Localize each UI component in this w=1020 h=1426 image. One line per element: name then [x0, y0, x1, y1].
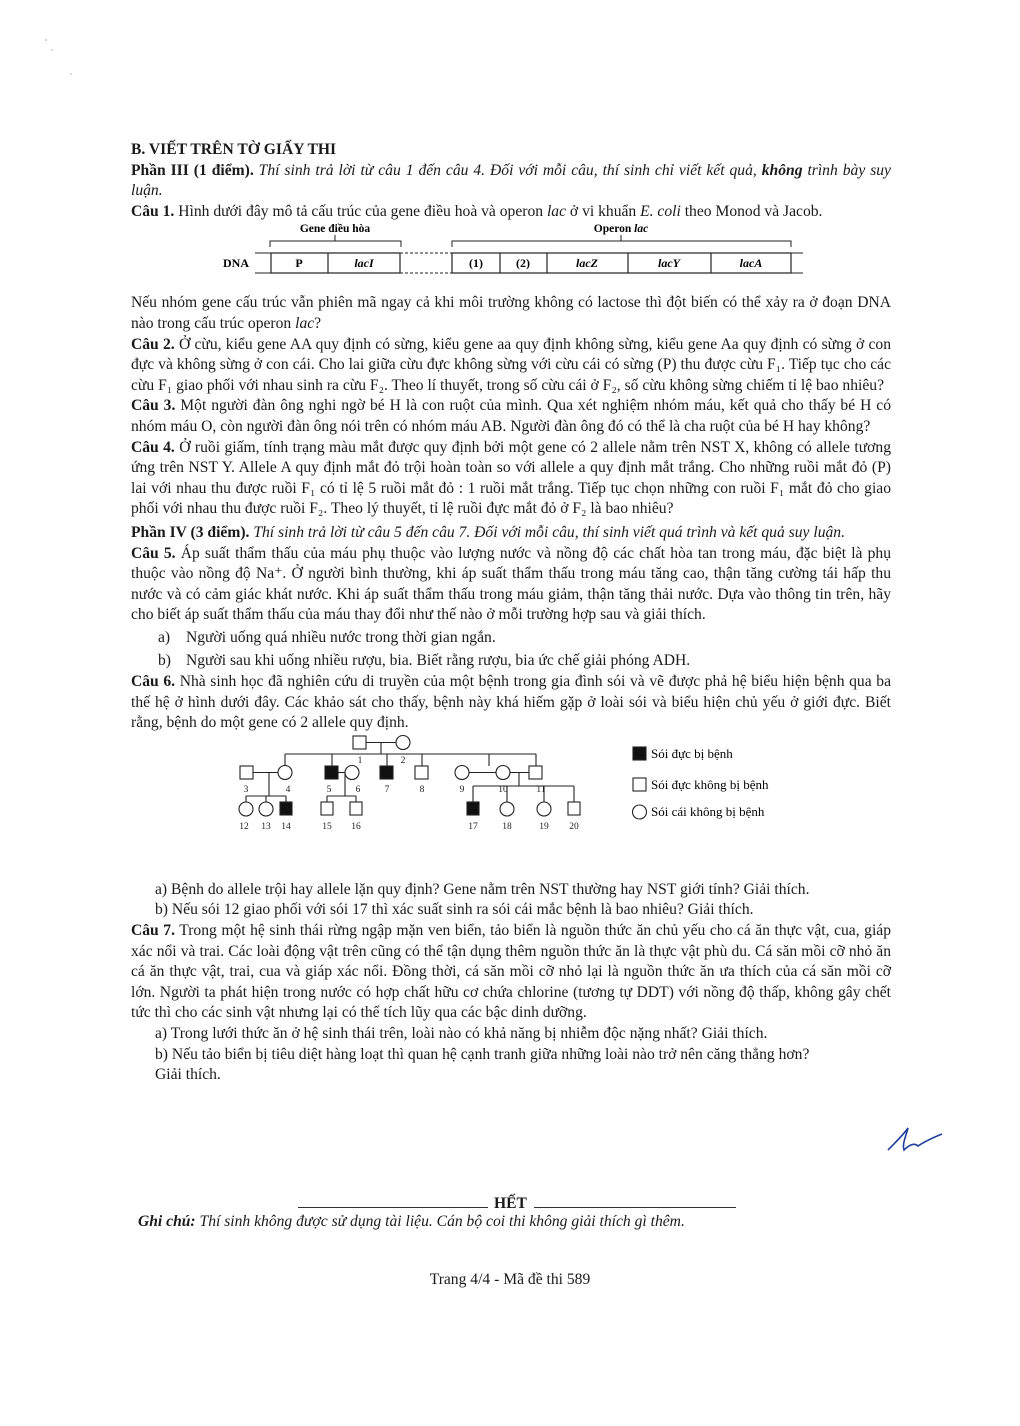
- q1-text-2: ở vi khuẩn: [566, 202, 641, 220]
- exam-note: [138, 1213, 685, 1231]
- pedigree-19-female: [537, 802, 551, 816]
- q5-a-text: Người uống quá nhiều nước trong thời gian ngắn.: [186, 628, 496, 646]
- end-mark-text: HẾT: [494, 1195, 527, 1212]
- q7-label: Câu 7.: [131, 922, 175, 940]
- q1-text-3: theo Monod và Jacob.: [680, 202, 823, 220]
- q1-question-lac: lac: [295, 314, 315, 332]
- q1-question-text: Nếu nhóm gene cấu trúc vẫn phiên mã ngay cả khi môi trường không có lactose thì đột biến có thể xảy ra ở đoạn DNA nào trong cấu trúc operon: [131, 294, 891, 332]
- question-2: [131, 335, 891, 397]
- pedigree-number: 2: [400, 755, 406, 766]
- question-3: [131, 396, 891, 437]
- legend-unaffected-female: Sói cái không bị bệnh: [651, 803, 765, 819]
- part3-instructions: [131, 161, 891, 202]
- q1-question-end: ?: [314, 314, 322, 332]
- pedigree-number: 14: [281, 821, 291, 832]
- pedigree-number: 5: [326, 784, 332, 795]
- pedigree-18-female: [500, 802, 514, 816]
- segment-lacY: lacY: [658, 256, 680, 271]
- pedigree-6-female: [345, 765, 359, 779]
- segment-1: (1): [469, 256, 483, 271]
- question-7: [131, 921, 891, 1024]
- question-5: [131, 544, 891, 626]
- q7-item-b-cont: Giải thích.: [155, 1066, 221, 1084]
- pedigree-number: 13: [261, 821, 271, 832]
- q5-text: Áp suất thẩm thấu của máu phụ thuộc vào lượng nước và nồng độ các chất hòa tan trong máu, đặc biệt là phụ thuộc vào nồng độ Na⁺. Ở người bình thường, khi áp suất thẩm thấu trong máu tăng cao, thận tăng cường tái hấp thu nước và có cảm giác khát nước. Khi áp suất thẩm thấu trong máu giảm, thận tăng thải nước. Dựa vào thông tin trên, hãy cho biết áp suất thẩm thấu của máu thay đổi như thế nào ở mỗi trường hợp sau và giải thích.: [131, 544, 891, 624]
- q2-text: Ở cừu, kiểu gene AA quy định có sừng, kiểu gene aa quy định không sừng, kiểu gene Aa quy định có sừng ở con đực và không sừng ở con cái. Cho lai giữa cừu đực không sừng với cừu cái có sừng (P) thu được cừu F₁. Tiếp tục cho các cừu F₁ giao phối với nhau sinh ra cừu F₂. Theo lí thuyết, trong số cừu cái ở F₂, số cừu không sừng chiếm tỉ lệ bao nhiêu?: [131, 335, 891, 394]
- part3-instruction-2: trình bày suy luận.: [131, 161, 891, 200]
- legend-affected-male: Sói đực bị bệnh: [651, 745, 733, 761]
- pedigree-12-female: [239, 802, 253, 816]
- part4-instructions: [131, 523, 891, 544]
- segment-2: (2): [516, 256, 530, 271]
- q3-label: Câu 3.: [131, 397, 176, 415]
- page-number: Trang 4/4 - Mã đề thi 589: [429, 1271, 591, 1288]
- segment-P: P: [295, 256, 303, 271]
- pedigree-number: 10: [498, 784, 508, 795]
- pedigree-number: 15: [322, 821, 332, 832]
- segment-lacA: lacA: [739, 256, 763, 271]
- end-marker: [298, 1195, 736, 1215]
- pedigree-number: 8: [419, 784, 425, 795]
- q7-item-a: a) Trong lưới thức ăn ở hệ sinh thái trên, loài nào có khả năng bị nhiễm độc nặng nhất? Giải thích.: [155, 1025, 768, 1042]
- pedigree-number: 18: [502, 821, 512, 832]
- q1-ecoli: E. coli: [640, 202, 681, 220]
- operon-diagram: [131, 223, 891, 291]
- question-6: [131, 672, 891, 734]
- section-title: B. VIẾT TRÊN TỜ GIẤY THI: [131, 141, 337, 158]
- pedigree-number: 20: [569, 821, 579, 832]
- part3-instruction-1: Thí sinh trả lời từ câu 1 đến câu 4. Đối với mỗi câu, thí sinh chỉ viết kết quả,: [253, 161, 762, 179]
- q6-text: Nhà sinh học đã nghiên cứu di truyền của một bệnh trong gia đình sói và vẽ được phả hệ biểu hiện bệnh qua ba thế hệ ở hình dưới đây. Các khảo sát cho thấy, bệnh này khá hiếm gặp ở loài sói và biểu hiện chủ yếu ở giới đực. Biết rằng, bệnh do một gene có 2 allele quy định.: [131, 673, 891, 732]
- gene-regulator-label: Gene điều hòa: [299, 223, 371, 236]
- q7-item-b: b) Nếu tảo biển bị tiêu diệt hàng loạt thì quan hệ cạnh tranh giữa những loài nào trở nên căng thẳng hơn?: [155, 1045, 810, 1063]
- pedigree-number: 19: [539, 821, 549, 832]
- part3-instruction-bold: không: [761, 161, 803, 179]
- legend-unaffected-male: Sói đực không bị bệnh: [651, 776, 769, 792]
- q2-label: Câu 2.: [131, 335, 175, 353]
- pedigree-8-male: [415, 766, 428, 779]
- pedigree-number: 4: [285, 784, 291, 795]
- legend-unaffected-male-icon: [633, 778, 646, 791]
- pedigree-14-affected-male: [280, 802, 292, 815]
- scan-specks: [40, 36, 80, 91]
- pedigree-number: 12: [239, 821, 249, 832]
- q1-text-1: Hình dưới đây mô tả cấu trúc của gene điều hoà và operon: [174, 202, 547, 220]
- note-label: Ghi chú:: [138, 1213, 196, 1230]
- q1-label: Câu 1.: [131, 202, 175, 220]
- pedigree-15-male: [321, 802, 333, 815]
- pedigree-number: 9: [459, 784, 465, 795]
- pedigree-16-male: [350, 802, 362, 815]
- pedigree-number: 11: [536, 784, 546, 795]
- q5-b-text: Người sau khi uống nhiều rượu, bia. Biết rằng rượu, bia ức chế giải phóng ADH.: [186, 652, 691, 670]
- q1-lac: lac: [546, 202, 567, 220]
- segment-lacZ: lacZ: [576, 256, 598, 271]
- pedigree-9-female: [455, 765, 469, 779]
- pedigree-7-affected-male: [380, 766, 393, 779]
- question-1: [131, 202, 891, 223]
- pedigree-10-female: [496, 765, 510, 779]
- q5-item-b: [131, 651, 891, 672]
- operon-label: Operon lac: [593, 223, 649, 236]
- pedigree-4-female: [278, 765, 292, 779]
- q6-label: Câu 6.: [131, 673, 176, 691]
- pedigree-number: 6: [355, 784, 361, 795]
- q7-text: Trong một hệ sinh thái rừng ngập mặn ven biển, tảo biển là nguồn thức ăn chủ yếu cho cá ăn thực vật, cua, giáp xác nổi và trai. Các loài động vật trên cũng có thể tận dụng thêm nguồn thức ăn là thực vật phù du. Cá săn mồi cỡ nhỏ ăn cá ăn thực vật, trai, cua và giáp xác nổi. Đồng thời, cá săn mồi cỡ nhỏ lại là nguồn thức ăn ưa thích của cá săn mồi cỡ lớn. Người ta phát hiện trong nước có hợp chất hữu cơ chứa chlorine (tương tự DDT) với nồng độ thấp, không gây chết tức thì cho các sinh vật nhưng lại có thể tích lũy qua các bậc dinh dưỡng.: [131, 922, 891, 1022]
- pedigree-20-male: [568, 802, 580, 815]
- part4-heading: Phần IV (3 điểm).: [131, 523, 250, 541]
- signature-mark: [884, 1120, 944, 1160]
- q4-label: Câu 4.: [131, 438, 175, 456]
- pedigree-11-male: [529, 766, 542, 779]
- q5-item-a: [131, 628, 891, 649]
- pedigree-1-male: [353, 736, 366, 749]
- part4-instruction: Thí sinh trả lời từ câu 5 đến câu 7. Đối với mỗi câu, thí sinh viết quá trình và kết quả suy luận.: [249, 523, 845, 541]
- q5-label: Câu 5.: [131, 544, 176, 562]
- pedigree-number: 1: [357, 755, 363, 766]
- pedigree-number: 7: [384, 784, 390, 795]
- pedigree-5-affected-male: [325, 766, 338, 779]
- part3-heading: Phần III (1 điểm).: [131, 161, 254, 179]
- legend-affected-male-icon: [633, 747, 646, 760]
- dna-label: DNA: [223, 256, 249, 271]
- pedigree-chart: [131, 734, 891, 880]
- pedigree-3-male: [240, 766, 253, 779]
- q4-text: Ở ruồi giấm, tính trạng màu mắt được quy định bởi một gene có 2 allele nằm trên NST X, không có allele tương ứng trên NST Y. Allele A quy định mắt đỏ trội hoàn toàn so với allele a quy định mắt trắng. Cho những ruồi mắt đỏ (P) lai với nhau thu được ruồi F₁ có tỉ lệ 5 ruồi mắt đỏ : 1 ruồi mắt trắng. Tiếp tục chọn những con ruồi F₁ mắt đỏ cho giao phối với nhau thu được ruồi F₂. Theo lý thuyết, tỉ lệ ruồi đực mắt đỏ ở F₂ là bao nhiêu?: [131, 438, 891, 518]
- q1-question: [131, 293, 891, 334]
- legend-unaffected-female-icon: [633, 805, 647, 819]
- pedigree-number: 16: [351, 821, 361, 832]
- q3-text: Một người đàn ông nghi ngờ bé H là con ruột của mình. Qua xét nghiệm nhóm máu, kết quả cho thấy bé H có nhóm máu O, còn người đàn ông nói trên có nhóm máu AB. Người đàn ông đó có thể là cha ruột của bé H hay không?: [131, 397, 891, 435]
- pedigree-17-affected-male: [467, 802, 479, 815]
- pedigree-number: 3: [243, 784, 249, 795]
- q5-a-label: a): [158, 628, 171, 646]
- q5-b-label: b): [158, 652, 171, 670]
- pedigree-legend: [633, 746, 770, 819]
- q6-item-b: b) Nếu sói 12 giao phối với sói 17 thì xác suất sinh ra sói cái mắc bệnh là bao nhiêu? Giải thích.: [155, 901, 754, 919]
- question-4: [131, 438, 891, 520]
- q6-item-a: a) Bệnh do allele trội hay allele lặn quy định? Gene nằm trên NST thường hay NST giới tính? Giải thích.: [155, 880, 810, 898]
- pedigree-13-female: [259, 802, 273, 816]
- exam-page: [131, 140, 891, 1086]
- segment-lacI: lacI: [354, 256, 374, 271]
- pedigree-number: 17: [468, 821, 478, 832]
- pedigree-2-female: [396, 735, 410, 749]
- note-text: Thí sinh không được sử dụng tài liệu. Cán bộ coi thi không giải thích gì thêm.: [195, 1213, 685, 1230]
